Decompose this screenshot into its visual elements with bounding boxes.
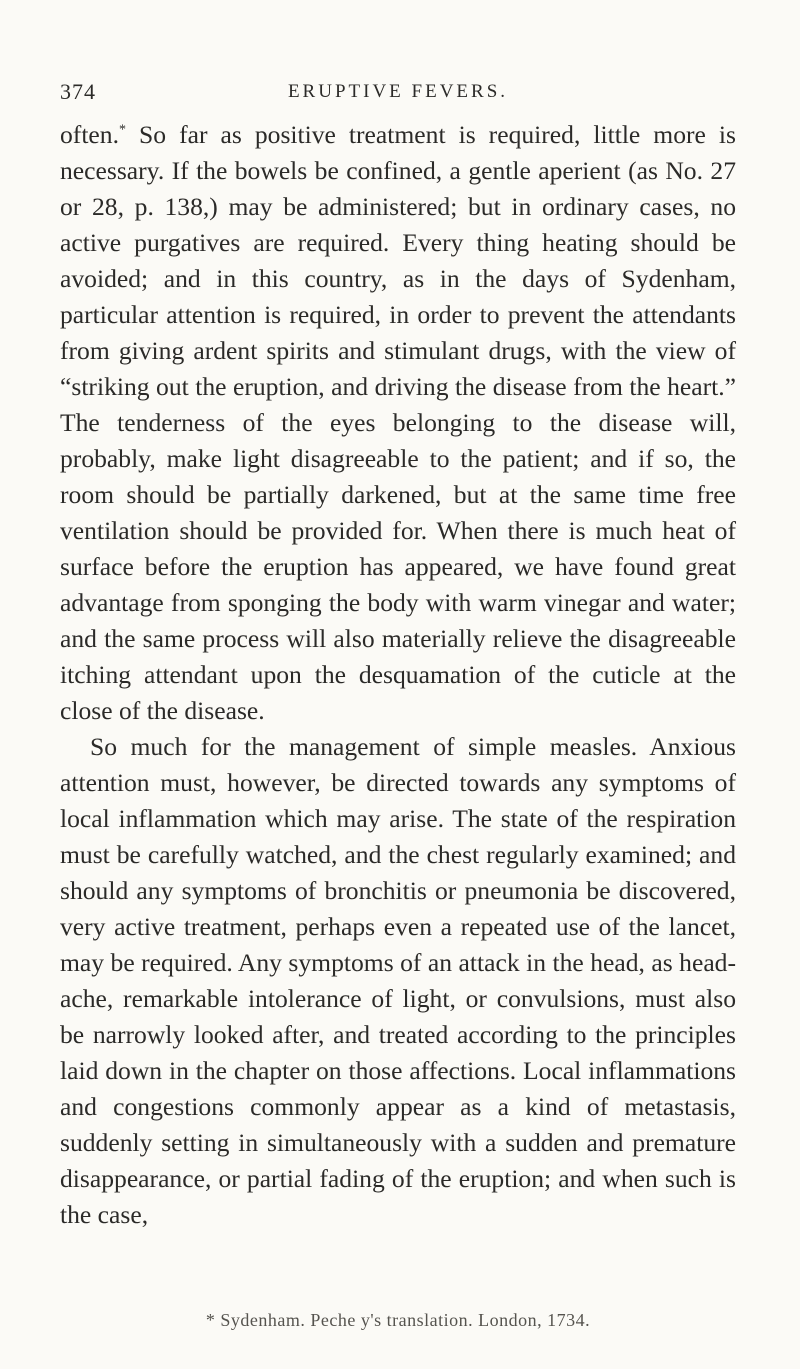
paragraph-2: So much for the management of simple measles. Anxious attention must, however, be directed towards any symptoms of local inflammation which may arise. The state of the respiration must be carefully watched, and the chest regularly examined; and should any symptoms of bronchitis or pneumonia be discovered, very active treatment, perhaps even a repeated use of the lancet, may be required. Any symptoms of an attack in the head, as head-ache, remarkable intolerance of light, or convulsions, must also be narrowly looked after, and treated according to the principles laid down in the chapter on those affections. Local inflammations and congestions commonly appear as a kind of metastasis, suddenly setting in simultaneously with a sudden and premature disappearance, or partial fading of the eruption; and when such is the case, [60,732,736,1229]
footnote-mark: * [119,122,126,138]
footnote: * Sydenham. Peche y's translation. London, 1734. [205,1310,591,1330]
running-head: ERUPTIVE FEVERS. [287,81,509,102]
page-number: 374 [60,79,96,104]
page-header [60,79,736,109]
paragraph-1 [60,117,736,729]
paragraph-1-text: So far as positive treatment is required, little more is necessary. If the bowels be confined, a gentle aperient (as No. 27 or 28, p. 138,) may be administered; but in ordinary cases, no active purgatives are required. Every thing heating should be avoided; and in this country, as in the days of Sydenham, particular attention is required, in order to prevent the attendants from giving ardent spirits and stimulant drugs, with the view of “striking out the eruption, and driving the disease from the heart.” The tenderness of the eyes belonging to the disease will, probably, make light disagreeable to the patient; and if so, the room should be partially darkened, but at the same time free ventilation should be provided for. When there is much heat of surface before the eruption has appeared, we have found great advantage from sponging the body with warm vinegar and water; and the same process will also materially relieve the disagreeable itching attendant upon the desquamation of the cuticle at the close of the disease. [60,120,736,725]
paragraph-1-lead: often. [60,120,119,149]
body-text [60,117,736,1233]
